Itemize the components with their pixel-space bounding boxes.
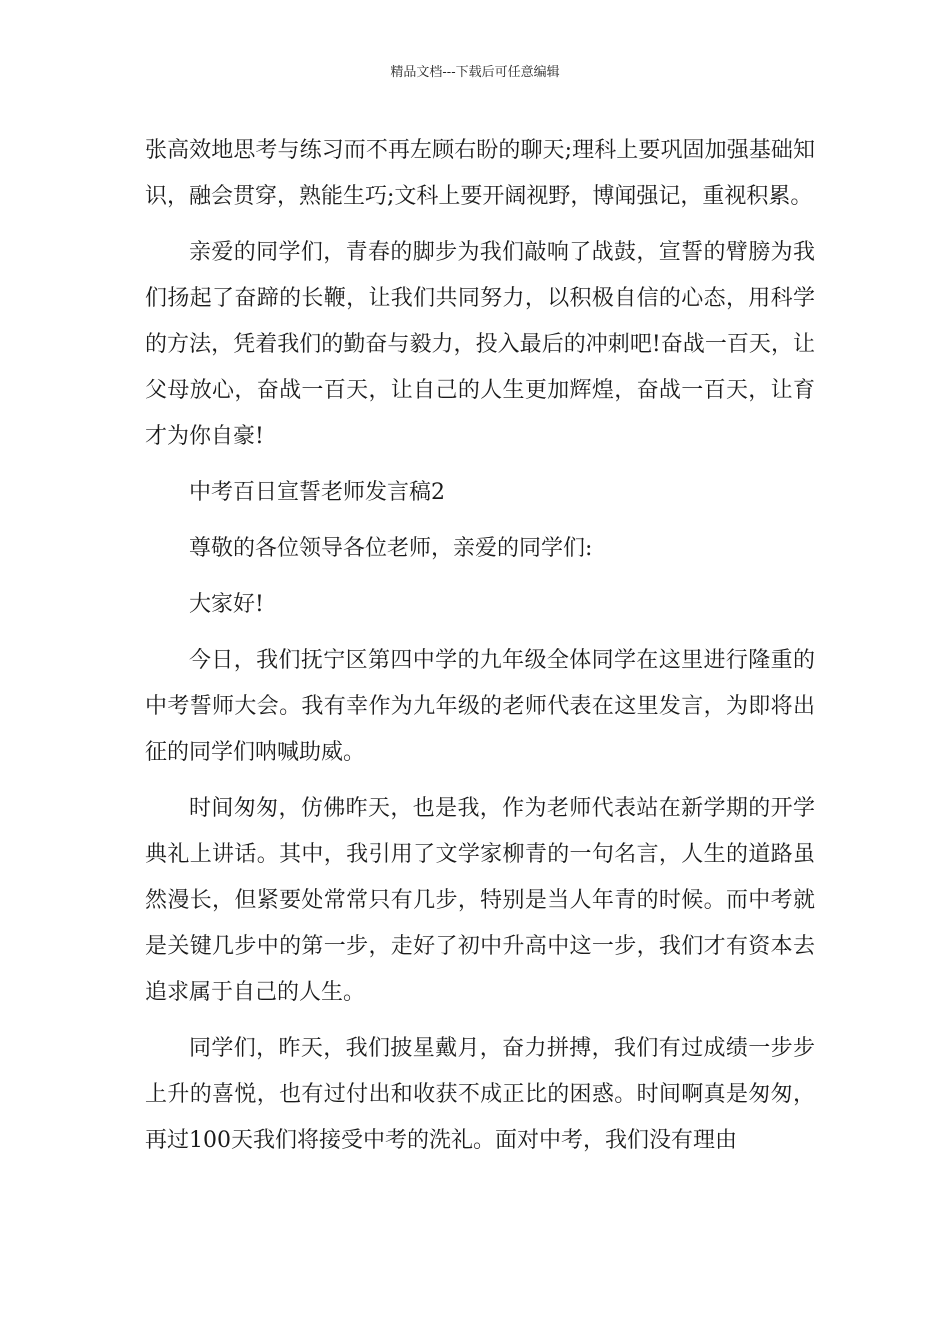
speech-title: 中考百日宣誓老师发言稿2 bbox=[189, 480, 445, 505]
paragraph-introduction: 今日，我们抚宁区第四中学的九年级全体同学在这里进行隆重的中考誓师大会。我有幸作为九年级的老师代表在这里发言，为即将出征的同学们呐喊助威。 bbox=[145, 648, 815, 765]
paragraph-recollection: 时间匆匆，仿佛昨天，也是我，作为老师代表站在新学期的开学典礼上讲话。其中，我引用了文学家柳青的一句名言，人生的道路虽然漫长，但紧要处常常只有几步，特别是当人年青的时候。而中考就是关键几步中的第一步，走好了初中升高中这一步，我们才有资本去追求属于自己的人生。 bbox=[145, 796, 815, 1005]
document-body bbox=[145, 128, 815, 1174]
page-header: 精品文档---下载后可任意编辑 bbox=[390, 65, 560, 80]
salutation: 尊敬的各位领导各位老师，亲爱的同学们: bbox=[189, 536, 593, 561]
greeting: 大家好! bbox=[189, 592, 264, 617]
paragraph-continuation: 张高效地思考与练习而不再左顾右盼的聊天;理科上要巩固加强基础知识，融会贯穿，熟能生巧;文科上要开阔视野，博闻强记，重视积累。 bbox=[145, 138, 815, 209]
paragraph-encouragement: 同学们，昨天，我们披星戴月，奋力拼搏，我们有过成绩一步步上升的喜悦，也有过付出和收获不成正比的困惑。时间啊真是匆匆，再过100天我们将接受中考的洗礼。面对中考，我们没有理由 bbox=[145, 1036, 815, 1153]
paragraph-closing-appeal: 亲爱的同学们，青春的脚步为我们敲响了战鼓，宣誓的臂膀为我们扬起了奋蹄的长鞭，让我们共同努力，以积极自信的心态，用科学的方法，凭着我们的勤奋与毅力，投入最后的冲刺吧!奋战一百天，让父母放心，奋战一百天，让自己的人生更加辉煌，奋战一百天，让育才为你自豪! bbox=[145, 240, 815, 449]
